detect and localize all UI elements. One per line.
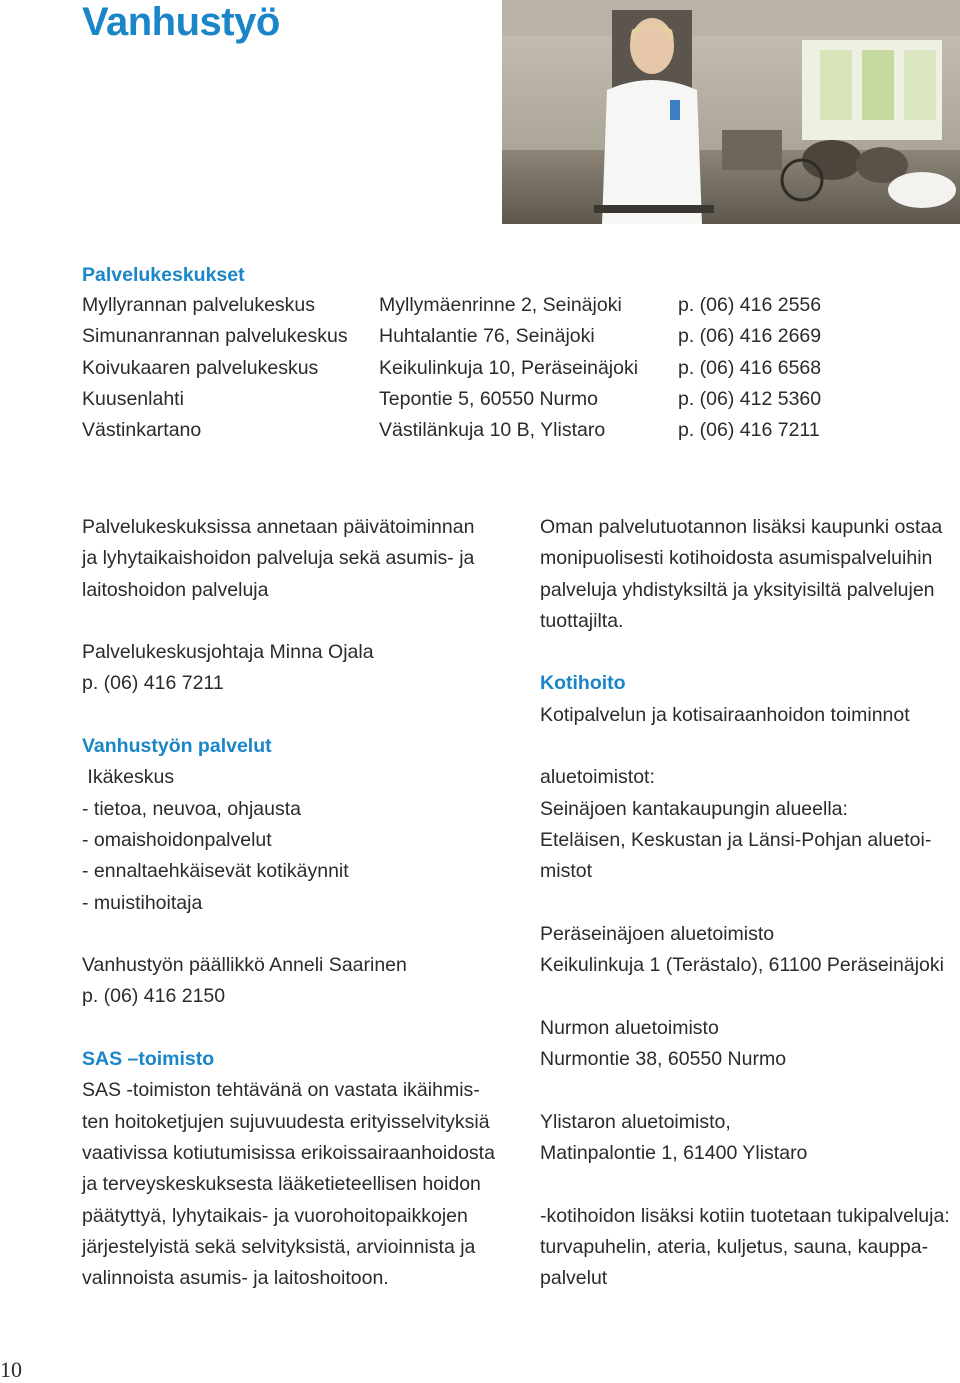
intro-line: Palvelukeskuksissa annetaan päivätoiminnan [82,516,475,538]
kotihoito-heading: Kotihoito [540,672,626,695]
perase-office-address: Keikulinkuja 1 (Terästalo), 61100 Peräseinäjoki [540,954,944,977]
intro-line: monipuolisesti kotihoidosta asumispalveluihin [540,547,933,570]
center-address: Västilänkuja 10 B, Ylistaro [379,419,606,442]
service-item: - omaishoidonpalvelut [82,828,272,851]
services-heading: Vanhustyön palvelut [82,735,272,758]
intro-line: laitoshoidon palveluja [82,578,269,601]
director-phone: p. (06) 416 7211 [82,672,224,695]
page-title: Vanhustyö [82,0,280,44]
center-phone: p. (06) 416 6568 [678,356,822,379]
ylistaro-office-name: Ylistaron aluetoimisto, [540,1110,731,1133]
sas-text-line: ten hoitoketjujen sujuvuudesta erityisselvityksiä [82,1110,490,1133]
chief-phone: p. (06) 416 2150 [82,985,226,1008]
center-name: Västinkartano [82,419,202,442]
center-phone: p. (06) 416 2556 [678,294,822,316]
center-name: Koivukaaren palvelukeskus [82,356,319,379]
seinajoki-line: mistot [540,860,593,883]
right-column [540,512,960,1294]
center-address: Huhtalantie 76, Seinäjoki [379,325,595,348]
center-address: Myllymäenrinne 2, Seinäjoki [379,294,622,316]
perase-office-name: Peräseinäjoen aluetoimisto [540,922,775,945]
intro-line: ja lyhytaikaishoidon palveluja sekä asumis- ja [82,547,475,570]
chief-name: Vanhustyön päällikkö Anneli Saarinen [82,954,407,977]
center-address: Keikulinkuja 10, Peräseinäjoki [379,356,639,379]
sas-text-line: SAS -toimiston tehtävänä on vastata ikäihmis- [82,1079,480,1102]
center-name: Myllyrannan palvelukeskus [82,294,316,316]
service-item: - ennaltaehkäisevät kotikäynnit [82,860,349,883]
center-address: Tepontie 5, 60550 Nurmo [379,387,598,410]
left-column [82,512,502,1294]
ylistaro-office-address: Matinpalontie 1, 61400 Ylistaro [540,1141,808,1164]
center-phone: p. (06) 416 2669 [678,325,822,348]
nurmo-office-address: Nurmontie 38, 60550 Nurmo [540,1048,787,1071]
service-item: Ikäkeskus [82,766,175,789]
support-services-line: palvelut [540,1267,608,1290]
sas-heading: SAS –toimisto [82,1048,215,1071]
sas-text-line: valinnoista asumis- ja laitoshoitoon. [82,1267,389,1290]
support-services-line: -kotihoidon lisäksi kotiin tuotetaan tukipalveluja: [540,1204,950,1227]
service-center-row [82,415,902,446]
intro-line: Oman palvelutuotannon lisäksi kaupunki ostaa [540,516,943,538]
service-center-row [82,384,902,415]
sas-text-line: järjestelyistä sekä selvityksistä, arvioinnista ja [82,1235,476,1258]
seinajoki-line: Eteläisen, Keskustan ja Länsi-Pohjan aluetoi- [540,828,932,851]
intro-line: palveluja yhdistyksiltä ja yksityisiltä palvelujen [540,578,935,601]
sas-text-line: ja terveyskeskuksesta lääketieteellisen hoidon [82,1173,481,1196]
center-name: Simunanrannan palvelukeskus [82,325,348,348]
sas-text-line: päätyttyä, lyhytaikais- ja vuorohoitopaikkojen [82,1204,468,1227]
center-name: Kuusenlahti [82,387,184,410]
nurmo-office-name: Nurmon aluetoimisto [540,1016,719,1039]
intro-line: tuottajilta. [540,609,624,632]
service-item: - muistihoitaja [82,891,203,914]
sas-text-line: vaativissa kotiutumisissa erikoissairaanhoidosta [82,1141,495,1164]
center-phone: p. (06) 416 7211 [678,419,820,442]
photo-nurse-in-dayroom [502,0,960,224]
service-center-row [82,353,902,384]
service-center-row [82,290,902,321]
service-centers-section [82,260,902,446]
service-item: - tietoa, neuvoa, ohjausta [82,797,301,820]
offices-label: aluetoimistot: [540,766,655,789]
director-name: Palvelukeskusjohtaja Minna Ojala [82,641,374,664]
service-centers-heading: Palvelukeskukset [82,264,245,286]
kotihoito-text: Kotipalvelun ja kotisairaanhoidon toiminnot [540,703,910,726]
support-services-line: turvapuhelin, ateria, kuljetus, sauna, kauppa- [540,1235,929,1258]
center-phone: p. (06) 412 5360 [678,387,822,410]
service-center-row [82,321,902,352]
page-number: 10 [0,1357,22,1382]
seinajoki-line: Seinäjoen kantakaupungin alueella: [540,797,848,820]
